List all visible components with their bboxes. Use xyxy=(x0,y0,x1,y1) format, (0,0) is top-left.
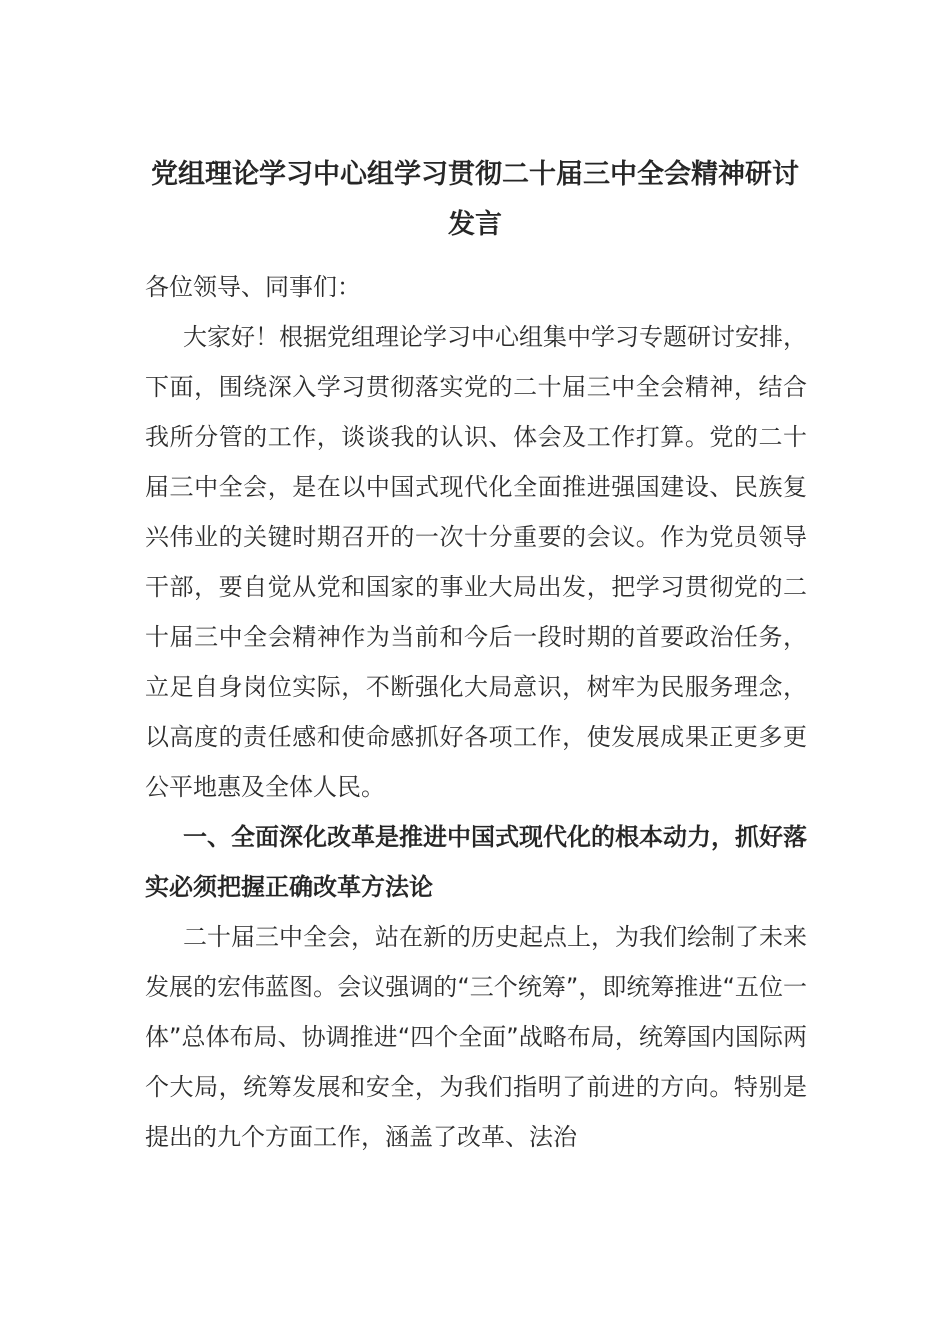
paragraph-intro: 大家好！根据党组理论学习中心组集中学习专题研讨安排，下面，围绕深入学习贯彻落实党的二十届三中全会精神，结合我所分管的工作，谈谈我的认识、体会及工作打算。党的二十届三中全会，是在以中国式现代化全面推进强国建设、民族复兴伟业的关键时期召开的一次十分重要的会议。作为党员领导干部，要自觉从党和国家的事业大局出发，把学习贯彻党的二十届三中全会精神作为当前和今后一段时期的首要政治任务，立足自身岗位实际，不断强化大局意识，树牢为民服务理念，以高度的责任感和使命感抓好各项工作，使发展成果正更多更公平地惠及全体人民。 xyxy=(145,323,807,801)
document-body xyxy=(145,262,807,1162)
salutation: 各位领导、同事们： xyxy=(145,273,361,301)
section-heading-1: 一、全面深化改革是推进中国式现代化的根本动力，抓好落实必须把握正确改革方法论 xyxy=(145,823,807,901)
document-title: 党组理论学习中心组学习贯彻二十届三中全会精神研讨发言 xyxy=(151,159,799,240)
paragraph-section-1: 二十届三中全会，站在新的历史起点上，为我们绘制了未来发展的宏伟蓝图。会议强调的“三个统筹”，即统筹推进“五位一体”总体布局、协调推进“四个全面”战略布局，统筹国内国际两个大局，统筹发展和安全，为我们指明了前进的方向。特别是提出的九个方面工作，涵盖了改革、法治 xyxy=(145,923,807,1151)
